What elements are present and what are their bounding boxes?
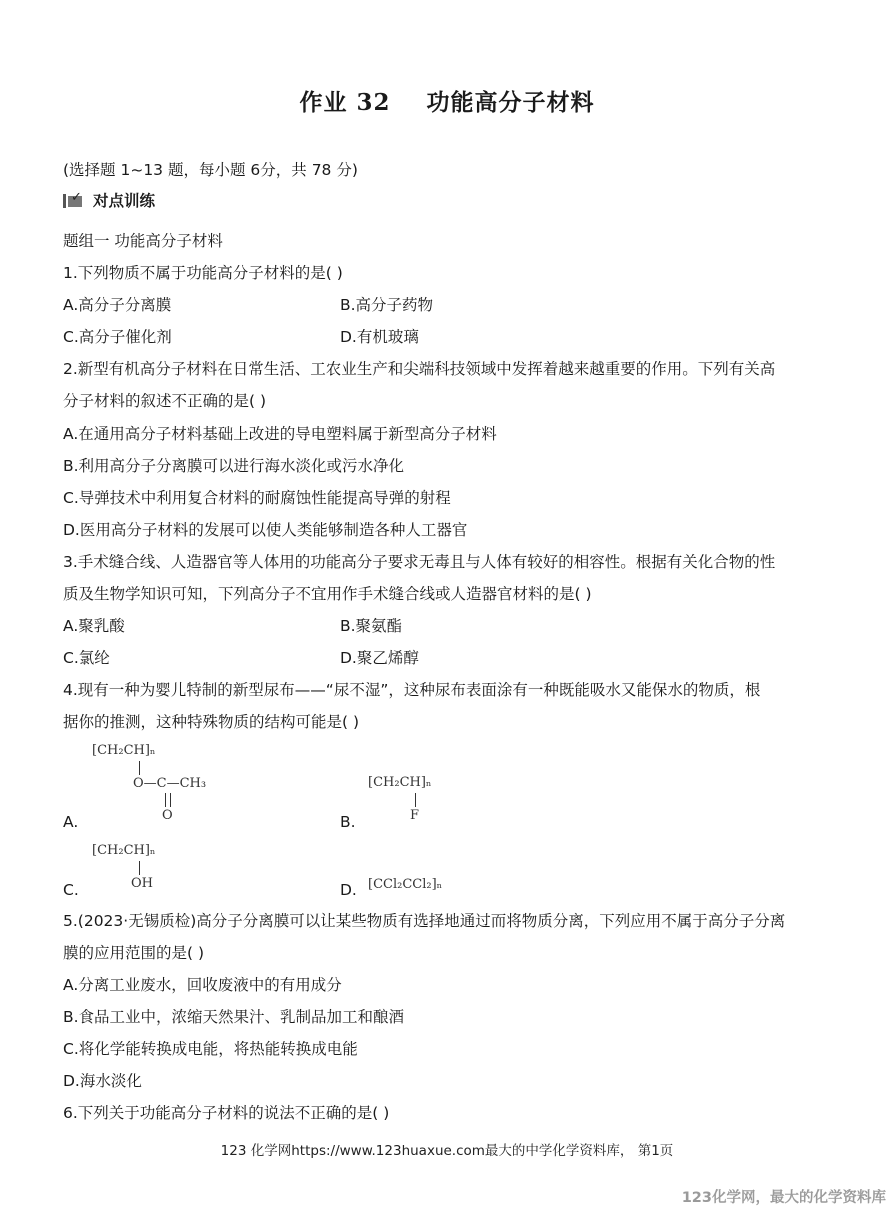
watermark: 123化学网，最大的化学资料库 <box>681 1190 886 1206</box>
q2-option-c: C.导弹技术中利用复合材料的耐腐蚀性能提高导弹的射程 <box>63 489 451 507</box>
instructions: (选择题 1~13 题，每小题 6分，共 78 分) <box>63 161 358 179</box>
formula-a-main: [CH₂CH]ₙ <box>92 743 156 758</box>
question-4-stem-line2: 据你的推测，这种特殊物质的结构可能是( ) <box>63 713 360 731</box>
q3-option-d: D.聚乙烯醇 <box>340 649 419 667</box>
q2-option-d: D.医用高分子材料的发展可以使人类能够制造各种人工器官 <box>63 521 468 539</box>
q4-option-a: A. <box>63 813 79 831</box>
q1-option-a: A.高分子分离膜 <box>63 296 172 314</box>
q3-option-a: A.聚乳酸 <box>63 617 125 635</box>
formula-b-bond <box>415 793 416 807</box>
formula-a-bond <box>139 761 140 775</box>
formula-d-main: [CCl₂CCl₂]ₙ <box>368 877 443 892</box>
q1-option-c: C.高分子催化剂 <box>63 328 172 346</box>
formula-a-branch: O—C—CH₃ <box>133 776 207 791</box>
formula-c-bond <box>139 861 140 875</box>
page-footer: 123 化学网https://www.123huaxue.com最大的中学化学资料库， 第1页 <box>220 1143 674 1159</box>
question-3-stem-line1: 3.手术缝合线、人造器官等人体用的功能高分子要求无毒且与人体有较好的相容性。根据有关化合物的性 <box>63 553 776 571</box>
q5-option-d: D.海水淡化 <box>63 1072 142 1090</box>
question-4-stem-line1: 4.现有一种为婴儿特制的新型尿布——“尿不湿”，这种尿布表面涂有一种既能吸水又能保水的物质，根 <box>63 681 761 699</box>
page-title: 作业 32 功能高分子材料 <box>299 89 595 116</box>
formula-a-carbonyl-o: O <box>162 808 173 823</box>
formula-c-main: [CH₂CH]ₙ <box>92 843 156 858</box>
section-label: 对点训练 <box>93 192 156 210</box>
q1-option-d: D.有机玻璃 <box>340 328 419 346</box>
question-3-stem-line2: 质及生物学知识可知，下列高分子不宜用作手术缝合线或人造器官材料的是( ) <box>63 585 592 603</box>
q5-option-b: B.食品工业中，浓缩天然果汁、乳制品加工和酿酒 <box>63 1008 405 1026</box>
q4-option-d: D. <box>340 881 357 899</box>
q2-option-b: B.利用高分子分离膜可以进行海水淡化或污水净化 <box>63 457 405 475</box>
formula-b-main: [CH₂CH]ₙ <box>368 775 432 790</box>
q5-option-c: C.将化学能转换成电能，将热能转换成电能 <box>63 1040 358 1058</box>
q3-option-b: B.聚氨酯 <box>340 617 403 635</box>
question-2-stem-line1: 2.新型有机高分子材料在日常生活、工农业生产和尖端科技领域中发挥着越来越重要的作用。下列有关高 <box>63 360 776 378</box>
section-header <box>63 189 155 211</box>
formula-c-substituent: OH <box>131 876 153 891</box>
q2-option-a: A.在通用高分子材料基础上改进的导电塑料属于新型高分子材料 <box>63 425 497 443</box>
q3-option-c: C.氯纶 <box>63 649 110 667</box>
q5-option-a: A.分离工业废水，回收废液中的有用成分 <box>63 976 342 994</box>
q1-option-b: B.高分子药物 <box>340 296 434 314</box>
formula-a-double-bond <box>165 793 171 807</box>
q4-option-c: C. <box>63 881 79 899</box>
q4-option-b: B. <box>340 813 356 831</box>
question-1-stem: 1.下列物质不属于功能高分子材料的是( ) <box>63 264 343 282</box>
question-6-stem: 6.下列关于功能高分子材料的说法不正确的是( ) <box>63 1104 390 1122</box>
question-5-stem-line1: 5.(2023·无锡质检)高分子分离膜可以让某些物质有选择地通过而将物质分离，下列应用不属于高分子分离 <box>63 912 786 930</box>
group-title: 题组一 功能高分子材料 <box>63 232 223 250</box>
checkbox-icon: ✓ <box>63 192 85 208</box>
formula-b-substituent: F <box>410 808 420 823</box>
question-2-stem-line2: 分子材料的叙述不正确的是( ) <box>63 392 267 410</box>
question-5-stem-line2: 膜的应用范围的是( ) <box>63 944 205 962</box>
